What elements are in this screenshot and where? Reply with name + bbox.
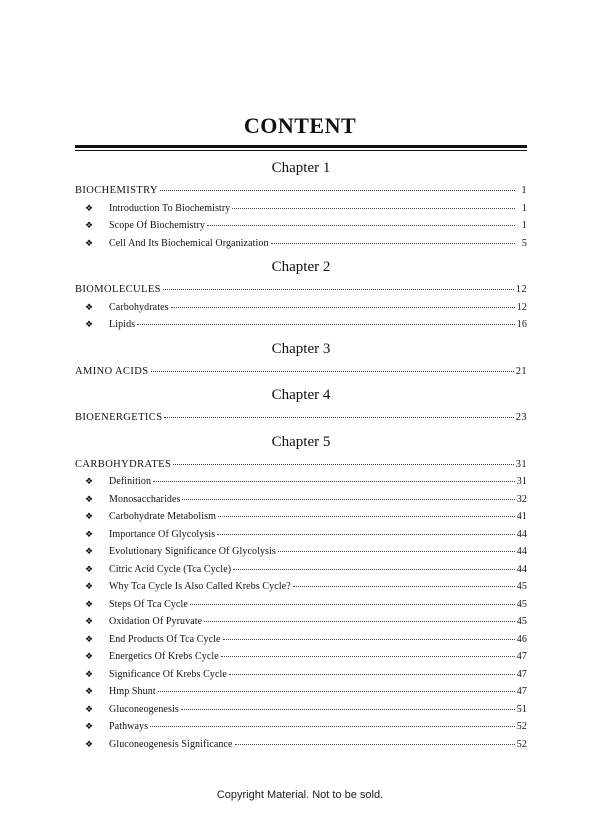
dot-leader	[293, 578, 515, 587]
toc-entry-label: Why Tca Cycle Is Also Called Krebs Cycle?	[109, 581, 291, 592]
toc-subsection-entry[interactable]	[75, 666, 527, 684]
diamond-bullet-icon: ❖	[85, 528, 94, 539]
toc-entry-label: Pathways	[109, 721, 149, 732]
dot-leader	[278, 543, 515, 552]
dot-leader	[233, 561, 515, 570]
copyright-footer: Copyright Material. Not to be sold.	[216, 789, 384, 801]
diamond-bullet-icon: ❖	[85, 511, 94, 521]
title-rule-thin	[75, 150, 527, 151]
toc-subsection-entry[interactable]	[75, 316, 527, 334]
toc-section-entry[interactable]	[75, 182, 527, 200]
toc-subsection-entry[interactable]	[75, 736, 527, 754]
diamond-bullet-icon: ❖	[85, 598, 94, 609]
toc-page-number: 52	[516, 738, 527, 750]
toc-entry-label: Carbohydrate Metabolism	[109, 511, 216, 522]
diamond-bullet-icon: ❖	[85, 651, 94, 661]
toc-section-entry[interactable]	[75, 456, 527, 474]
dot-leader	[181, 701, 515, 710]
toc-page-number: 12	[516, 301, 527, 313]
toc-subsection-entry[interactable]	[75, 299, 527, 317]
diamond-bullet-icon: ❖	[85, 616, 94, 626]
toc-subsection-entry[interactable]	[75, 683, 527, 701]
dot-leader	[153, 473, 515, 482]
toc-page-number: 31	[515, 458, 527, 470]
toc-page-number: 23	[515, 412, 527, 423]
toc-entry-label: Scope Of Biochemistry	[109, 220, 205, 231]
chapter-heading: Chapter 2	[271, 259, 331, 275]
toc-page-number: 1	[521, 220, 527, 231]
toc-page-number: 44	[516, 528, 527, 540]
title-rule-thick	[75, 145, 527, 148]
toc-page-number: 47	[516, 668, 527, 680]
toc-page-number: 45	[516, 581, 527, 592]
dot-leader	[151, 363, 514, 372]
toc-entry-label: Importance Of Glycolysis	[109, 528, 216, 540]
toc-entry-label: Significance Of Krebs Cycle	[109, 668, 227, 680]
toc-page-number: 32	[516, 493, 527, 505]
toc-entry-label: Definition	[109, 476, 152, 487]
toc-entry-label: Introduction To Biochemistry	[109, 202, 231, 214]
chapter-heading: Chapter 1	[271, 160, 331, 176]
diamond-bullet-icon: ❖	[85, 493, 94, 504]
toc-subsection-entry[interactable]	[75, 235, 527, 253]
toc-page-number: 45	[516, 598, 527, 610]
toc-entry-label: BIOMOLECULES	[75, 284, 161, 295]
toc-page-number: 44	[516, 546, 527, 557]
dot-leader	[235, 736, 515, 745]
toc-entry-label: Monosaccharides	[109, 493, 181, 505]
toc-entry-label: CARBOHYDRATES	[75, 458, 172, 470]
toc-subsection-entry[interactable]	[75, 596, 527, 614]
toc-page-number: 47	[516, 651, 527, 662]
dot-leader	[163, 281, 514, 290]
toc-page-number: 21	[515, 365, 527, 377]
diamond-bullet-icon: ❖	[85, 633, 94, 644]
diamond-bullet-icon: ❖	[85, 721, 94, 731]
toc-subsection-entry[interactable]	[75, 508, 527, 526]
toc-page-number: 12	[515, 284, 527, 295]
toc-entry-label: Hmp Shunt	[109, 686, 156, 697]
diamond-bullet-icon: ❖	[85, 220, 94, 230]
diamond-bullet-icon: ❖	[85, 686, 94, 696]
diamond-bullet-icon: ❖	[85, 237, 94, 248]
toc-entry-label: Energetics Of Krebs Cycle	[109, 651, 219, 662]
toc-subsection-entry[interactable]	[75, 648, 527, 666]
toc-subsection-entry[interactable]	[75, 217, 527, 235]
toc-subsection-entry[interactable]	[75, 526, 527, 544]
dot-leader	[171, 299, 515, 308]
toc-subsection-entry[interactable]	[75, 561, 527, 579]
toc-entry-label: End Products Of Tca Cycle	[109, 633, 221, 645]
diamond-bullet-icon: ❖	[85, 668, 94, 679]
dot-leader	[164, 409, 513, 418]
toc-entry-label: Lipids	[109, 319, 136, 330]
chapter-heading: Chapter 3	[271, 340, 331, 357]
dot-leader	[232, 200, 515, 209]
dot-leader	[217, 526, 515, 535]
toc-subsection-entry[interactable]	[75, 578, 527, 596]
toc-page-number: 44	[516, 563, 527, 575]
table-of-contents	[75, 157, 527, 753]
toc-page-number: 41	[516, 511, 527, 522]
toc-subsection-entry[interactable]	[75, 473, 527, 491]
dot-leader	[137, 316, 515, 325]
toc-entry-label: Gluconeogenesis	[109, 703, 179, 715]
toc-subsection-entry[interactable]	[75, 491, 527, 509]
toc-subsection-entry[interactable]	[75, 631, 527, 649]
chapter-heading: Chapter 4	[271, 387, 331, 403]
dot-leader	[221, 648, 515, 657]
dot-leader	[150, 718, 515, 727]
dot-leader	[229, 666, 515, 675]
toc-subsection-entry[interactable]	[75, 701, 527, 719]
toc-entry-label: Evolutionary Significance Of Glycolysis	[109, 546, 276, 557]
toc-entry-label: BIOENERGETICS	[75, 412, 163, 423]
toc-section-entry[interactable]	[75, 409, 527, 427]
toc-section-entry[interactable]	[75, 281, 527, 299]
toc-page-number: 31	[516, 476, 527, 487]
toc-page-number: 52	[516, 721, 527, 732]
diamond-bullet-icon: ❖	[85, 202, 94, 213]
toc-page-number: 46	[516, 633, 527, 645]
toc-subsection-entry[interactable]	[75, 543, 527, 561]
dot-leader	[182, 491, 514, 500]
diamond-bullet-icon: ❖	[85, 301, 94, 312]
toc-entry-label: Citric Acid Cycle (Tca Cycle)	[109, 563, 232, 575]
toc-entry-label: Gluconeogenesis Significance	[109, 738, 233, 750]
dot-leader	[218, 508, 515, 517]
diamond-bullet-icon: ❖	[85, 563, 94, 574]
toc-page-number: 45	[516, 616, 527, 627]
toc-page-number: 51	[516, 703, 527, 715]
toc-entry-label: BIOCHEMISTRY	[75, 185, 158, 196]
dot-leader	[173, 456, 513, 465]
toc-subsection-entry[interactable]	[75, 200, 527, 218]
toc-subsection-entry[interactable]	[75, 718, 527, 736]
toc-entry-label: Cell And Its Biochemical Organization	[109, 237, 269, 249]
toc-entry-label: Oxidation Of Pyruvate	[109, 616, 203, 627]
dot-leader	[223, 631, 515, 640]
dot-leader	[160, 182, 515, 191]
toc-entry-label: Carbohydrates	[109, 301, 169, 313]
toc-section-entry[interactable]	[75, 363, 527, 381]
dot-leader	[207, 217, 515, 226]
dot-leader	[158, 683, 515, 692]
toc-page-number: 1	[521, 185, 527, 196]
diamond-bullet-icon: ❖	[85, 738, 94, 749]
toc-page-number: 5	[521, 237, 527, 249]
chapter-heading: Chapter 5	[271, 433, 331, 450]
toc-entry-label: Steps Of Tca Cycle	[109, 598, 188, 610]
page-title: CONTENT	[243, 113, 357, 138]
diamond-bullet-icon: ❖	[85, 581, 94, 591]
toc-page-number: 1	[521, 202, 527, 214]
diamond-bullet-icon: ❖	[85, 476, 94, 486]
diamond-bullet-icon: ❖	[85, 319, 94, 329]
dot-leader	[204, 613, 515, 622]
toc-entry-label: AMINO ACIDS	[75, 365, 149, 377]
toc-page-number: 47	[516, 686, 527, 697]
dot-leader	[190, 596, 515, 605]
toc-subsection-entry[interactable]	[75, 613, 527, 631]
diamond-bullet-icon: ❖	[85, 703, 94, 714]
diamond-bullet-icon: ❖	[85, 546, 94, 556]
toc-page-number: 16	[516, 319, 527, 330]
dot-leader	[271, 235, 515, 244]
